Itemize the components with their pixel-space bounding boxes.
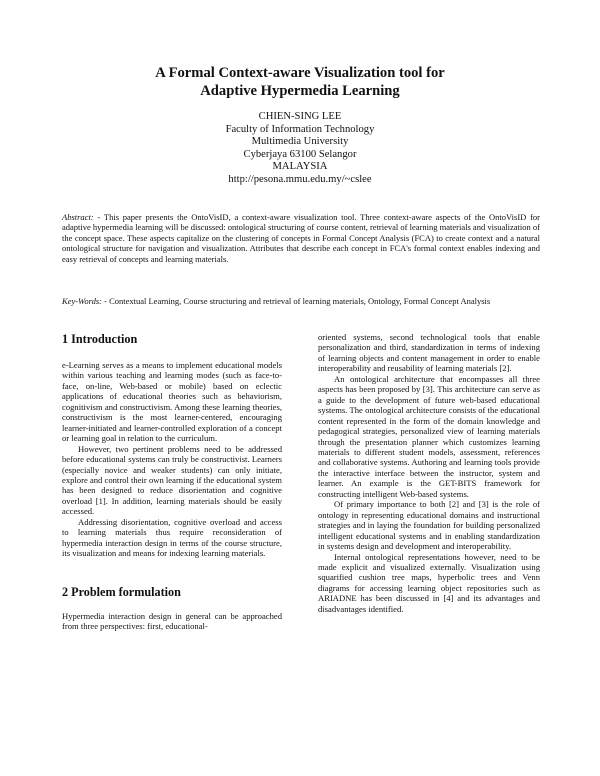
abstract-label: Abstract: — [62, 212, 94, 222]
abstract — [62, 212, 540, 264]
author-block — [0, 111, 600, 186]
keywords — [62, 296, 540, 306]
paragraph: Addressing disorientation, cognitive overload and access to learning materials thus require reconsideration of hypermedia interaction design in terms of the course structure, its visualization and means for indexing learning materials. — [62, 516, 282, 559]
paragraph: oriented systems, second technological tools that enable personalization and third, standardization in terms of indexing of learning objects and content management in order to enable interoperability and reusability of learning materials [2]. — [318, 332, 540, 374]
affiliation-address: Cyberjaya 63100 Selangor — [243, 148, 357, 160]
section-heading-introduction: 1 Introduction — [62, 332, 138, 346]
paragraph: However, two pertinent problems need to be addressed before educational systems can truly be constructivist. Learners (especially novice and weaker students) can only initiate, explore and control their own learning if the educational system has been designed to reduce disorientation and cognitive overload [1]. In addition, learning materials should be easily accessed. — [62, 443, 282, 517]
abstract-text: - This paper presents the OntoVisID, a context-aware visualization tool. Three context-aware aspects of the OntoVisID for adaptive hypermedia learning will be discussed: ontological structuring of course content, retrieval of learning materials and visualization of the concept space. These aspects capitalize on the clustering of concepts in Formal Concept Analysis (FCA) to create context and a natural ontological structure for navigation and visualization. Attributes that describe each concept in FCA's formal context enables indexing and easy retrieval of concepts and learning materials. — [62, 212, 540, 264]
keywords-text: - Contextual Learning, Course structuring and retrieval of learning materials, Ontology, Formal Concept Analysis — [101, 296, 491, 306]
affiliation-country: MALAYSIA — [272, 161, 328, 172]
left-column — [62, 332, 282, 632]
paragraph: Of primary importance to both [2] and [3] is the role of ontology in representing educational domains and instructional strategies and in laying the foundation for building personalized intelligent educational systems and in enabling standardization in systems design and development and interoperability. — [318, 499, 540, 552]
paragraph: Internal ontological representations however, need to be made explicit and visualized externally. Visualization using squarified cushion tree maps, hyperbolic trees and Venn diagrams for accessing learning object repositories such as ARIADNE has been discussed in [4] and its advantages and disadvantages identified. — [318, 551, 540, 614]
paragraph: An ontological architecture that encompasses all three aspects has been proposed by [3]. This architecture can serve as a guide to the development of future web-based educational systems. The ontological architecture consists of the educational content represented in the form of the domain knowledge and pedagogical strategies, personalized view of learning materials through the presentation planner which customizes learning materials to different student models, assessment, references and collaborative systems. Authoring and learning tools provide the interactive interface between the instructor, system and learner. An example is the GET-BITS framework for constructing intelligent Web-based systems. — [318, 373, 540, 499]
affiliation-university: Multimedia University — [251, 136, 349, 147]
section-heading-problem-formulation: 2 Problem formulation — [62, 584, 181, 599]
right-column — [318, 332, 540, 614]
paper-title-line-1: A Formal Context-aware Visualization tool for — [155, 65, 445, 81]
keywords-label: Key-Words: — [62, 296, 102, 306]
paper-title-line-2: Adaptive Hypermedia Learning — [200, 83, 400, 99]
paragraph: Hypermedia interaction design in general can be approached from three perspectives: first, educational- — [62, 610, 282, 632]
affiliation-faculty: Faculty of Information Technology — [225, 123, 375, 135]
author-homepage-link[interactable]: http://pesona.mmu.edu.my/~cslee — [228, 173, 372, 185]
author-name: CHIEN-SING LEE — [258, 111, 342, 122]
paragraph: e-Learning serves as a means to implement educational models within various teaching and learning modes (such as face-to-face, on-line, Web-based or mobile) based on eclectic applications of educational theories such as behaviorism, cognitivism and constructivism. Among these learning theories, constructivism is the most learner-centered, encouraging learner-initiated and learner-controlled exploration of a concept or learning goal in relation to the curriculum. — [62, 360, 282, 444]
